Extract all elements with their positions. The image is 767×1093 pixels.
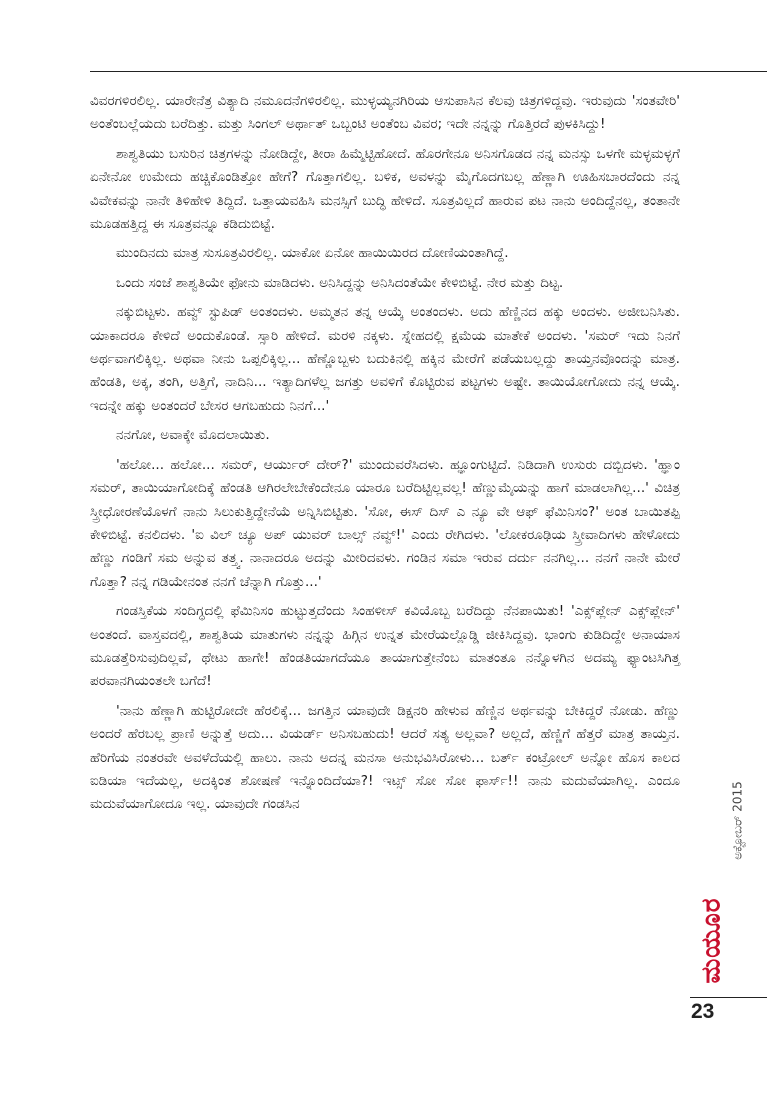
magazine-logo <box>697 880 727 1000</box>
paragraph: 'ನಾನು ಹೆಣ್ಣಾಗಿ ಹುಟ್ಟಿರೋದೇ ಹೆರಲಿಕ್ಕೆ... ಜಗತ್ತಿನ ಯಾವುದೇ ಡಿಕ್ಷನರಿ ಹೇಳುವ ಹೆಣ್ಣಿನ ಅರ್ಥವನ್ನು ಬೇಕಿದ್ದರೆ ನೋಡು. ಹೆಣ್ಣು ಅಂದರೆ ಹೆರಬಲ್ಲ ಪ್ರಾಣಿ ಅನ್ನುತ್ತೆ ಅದು... ವಿಯರ್ಡ್ ಅನಿಸಬಹುದು! ಆದರೆ ಸತ್ಯ ಅಲ್ಲವಾ? ಅಲ್ಲದೆ, ಹೆಣ್ಣಿಗೆ ಹೆತ್ತರೆ ಮಾತ್ರ ತಾಯ್ತನ. ಹೆರಿಗೆಯ ನಂತರವೇ ಅವಳೆದೆಯಲ್ಲಿ ಹಾಲು. ನಾನು ಅದನ್ನ ಮನಸಾ ಅನುಭವಿಸಿರೋಳು... ಬರ್ತ್ ಕಂಟ್ರೋಲ್ ಅನ್ನೋ ಹೊಸ ಕಾಲದ ಐಡಿಯಾ ಇದೆಯಲ್ಲ, ಅದಕ್ಕಿಂತ ಶೋಷಣೆ ಇನ್ನೊಂದಿದೆಯಾ?! ಇಟ್ಸ್ ಸೋ ಸೋ ಫಾರ್ಸ್!! ನಾನು ಮದುವೆಯಾಗಿಲ್ಲ. ಎಂದೂ ಮದುವೆಯಾಗೋದೂ ಇಲ್ಲ. ಯಾವುದೇ ಗಂಡಸಿನ <box>90 702 680 813</box>
paragraph: ಮುಂದಿನದು ಮಾತ್ರ ಸುಸೂತ್ರವಿರಲಿಲ್ಲ. ಯಾಕೋ ಏನೋ ಹಾಯಿಯಿರದ ದೋಣಿಯಂತಾಗಿದ್ದೆ. <box>116 245 509 262</box>
paragraph: ನನಗೋ, ಅವಾಕ್ಕೇ ಮೊದಲಾಯಿತು. <box>116 427 270 444</box>
magazine-logo-text: ಮಯೂರ <box>696 897 727 983</box>
issue-date <box>727 760 749 880</box>
paragraph: ಶಾಶ್ವತಿಯು ಬಸುರಿನ ಚಿತ್ರಗಳನ್ನು ನೋಡಿದ್ದೇ, ತೀರಾ ಹಿಮ್ಮೆಟ್ಟಿಹೋದೆ. ಹೊರಗೇನೂ ಅನಿಸಗೊಡದ ನನ್ನ ಮನಸ್ಸು ಒಳಗೇ ಮಳ್ಳಮಳ್ಳಗೆ ಏನೇನೋ ಉಮೇದು ಹಚ್ಚಿಕೊಂಡಿತ್ತೋ ಹೇಗೆ? ಗೊತ್ತಾಗಲಿಲ್ಲ. ಬಳಿಕ, ಅವಳನ್ನು ಮೈಗೊದಗಬಲ್ಲ ಹೆಣ್ಣಾಗಿ ಊಹಿಸಬಾರದೆಂದು ನನ್ನ ವಿವೇಕವನ್ನು ನಾನೇ ತಿಳಿಹೇಳಿ ತಿದ್ದಿದೆ. ಒತ್ತಾಯವಹಿಸಿ ಮನಸ್ಸಿಗೆ ಬುದ್ಧಿ ಹೇಳಿದೆ. ಸೂತ್ರವಿಲ್ಲದೆ ಹಾರುವ ಪಟ ನಾನು ಅಂದಿದ್ದೆನಲ್ಲ, ತಂತಾನೇ ಮೂಡಹತ್ತಿದ್ದ ಈ ಸೂತ್ರವನ್ನೂ ಕಡಿದುಬಿಟ್ಟೆ. <box>90 145 680 233</box>
top-rule <box>90 71 767 72</box>
paragraph: 'ಹಲೋ... ಹಲೋ... ಸಮರ್, ಆರ್ಯುರ್ ದೇರ್?' ಮುಂದುವರೆಸಿದಳು. ಹ್ಞೂಂಗುಟ್ಟಿದೆ. ನಿಡಿದಾಗಿ ಉಸುರು ದಬ್ಬಿದಳು. 'ಹ್ಞಾಂ ಸಮರ್, ತಾಯಿಯಾಗೋದಿಕ್ಕೆ ಹೆಂಡತಿ ಆಗಿರಲೇಬೇಕೆಂದೇನೂ ಯಾರೂ ಬರೆದಿಟ್ಟಿಲ್ಲವಲ್ಲ! ಹೆಣ್ಣುಮೈಯನ್ನು ಹಾಗೆ ಮಾಡಲಾಗಿಲ್ಲ...' ವಿಚಿತ್ರ ಸ್ತ್ರೀಧೋರಣೆಯೊಳಗೆ ನಾನು ಸಿಲುಕುತ್ತಿದ್ದೇನೆಯೆ ಅನ್ನಿಸಿಬಿಟ್ಟಿತು. 'ಸೋ, ಈಸ್ ದಿಸ್ ಎ ನ್ಯೂ ವೇ ಆಫ್ ಫೆಮಿನಿಸಂ?' ಅಂತ ಬಾಯಿತಪ್ಪಿ ಕೇಳಿಬಿಟ್ಟೆ. ಕನಲಿದಳು. 'ಐ ವಿಲ್ ಚ್ಯೂ ಅಪ್ ಯುವರ್ ಬಾಲ್ಸ್ ನವ್ವ್!' ಎಂದು ರೇಗಿದಳು. 'ಲೋಕರೂಢಿಯ ಸ್ತ್ರೀವಾದಿಗಳು ಹೇಳೋದು ಹೆಣ್ಣು ಗಂಡಿಗೆ ಸಮ ಅನ್ನುವ ತತ್ತ್ವ. ನಾನಾದರೂ ಅದನ್ನು ಮೀರಿದವಳು. ಗಂಡಿನ ಸಮಾ ಇರುವ ದರ್ದು ನನಗಿಲ್ಲ... ನನಗೆ ನಾನೇ ಮೇರೆ ಗೊತ್ತಾ? ನನ್ನ ಗಡಿಯೇನಂತ ನನಗೆ ಚೆನ್ನಾಗಿ ಗೊತ್ತು...' <box>90 456 680 590</box>
article-body <box>90 90 680 823</box>
page-number-rule <box>690 997 767 998</box>
page-number: 23 <box>691 1000 715 1023</box>
paragraph: ಒಂದು ಸಂಜೆ ಶಾಶ್ವತಿಯೇ ಫೋನು ಮಾಡಿದಳು. ಅನಿಸಿದ್ದನ್ನು ಅನಿಸಿದಂತೆಯೇ ಕೇಳಿಬಿಟ್ಟೆ. ನೇರ ಮತ್ತು ದಿಟ್ಟ. <box>116 274 564 291</box>
paragraph: ವಿವರಗಳಿರಲಿಲ್ಲ. ಯಾರೇನೆತ್ರ ವಿತ್ಯಾದಿ ನಮೂದನೆಗಳಿರಲಿಲ್ಲ. ಮುಳ್ಳಯ್ಯನಗಿರಿಯ ಆಸುಪಾಸಿನ ಕೆಲವು ಚಿತ್ರಗಳಿದ್ದವು. ಇರುವುದು 'ಸಂತವೇರಿ' ಅಂತೆಂಬಲ್ಲೆಯದು ಬರೆದಿತ್ತು. ಮತ್ತು ಸಿಂಗಲ್ ಅರ್ಥಾತ್ ಒಬ್ಬಂಟಿ ಅಂತೆಂಬ ವಿವರ; ಇದೇ ನನ್ನನ್ನು ಗೊತ್ತಿರದೆ ಪುಳಕಿಸಿದ್ದು! <box>90 93 680 133</box>
paragraph: ನಕ್ಕುಬಿಟ್ಟಳು. ಹವ್ವ್ ಸ್ಟುಪಿಡ್ ಅಂತಂದಳು. ಅಮ್ಮತನ ತನ್ನ ಆಯ್ಕೆ ಅಂತಂದಳು. ಅದು ಹೆಣ್ಣಿನದ ಹಕ್ಕು ಅಂದಳು. ಅಜೀಬನಿಸಿತು. ಯಾಕಾದರೂ ಕೇಳಿದೆ ಅಂದುಕೊಂಡೆ. ಸ್ಸಾರಿ ಹೇಳಿದೆ. ಮರಳಿ ನಕ್ಕಳು. ಸ್ನೇಹದಲ್ಲಿ ಕ್ಷಮೆಯ ಮಾತೇಕೆ ಅಂದಳು. 'ಸಮರ್ ಇದು ನಿನಗೆ ಅರ್ಥವಾಗಲಿಕ್ಕಿಲ್ಲ. ಅಥವಾ ನೀನು ಒಪ್ಪಲಿಕ್ಕಿಲ್ಲ... ಹೆಣ್ಣೊಬ್ಬಳು ಬದುಕಿನಲ್ಲಿ ಹಕ್ಕಿನ ಮೇರೆಗೆ ಪಡೆಯಬಲ್ಲದ್ದು ತಾಯ್ತನವೊಂದನ್ನು ಮಾತ್ರ. ಹೆಂಡತಿ, ಅಕ್ಕ, ತಂಗಿ, ಅತ್ತಿಗೆ, ನಾದಿನಿ... ಇತ್ಯಾದಿಗಳೆಲ್ಲ ಜಗತ್ತು ಅವಳಿಗೆ ಕೊಟ್ಟಿರುವ ಪಟ್ಟಗಳು ಅಷ್ಟೇ. ತಾಯಿಯೋಗೋದು ನನ್ನ ಆಯ್ಕೆ. ಇದನ್ನೇ ಹಕ್ಕು ಅಂತಂದರೆ ಬೇಸರ ಆಗಬಹುದು ನಿನಗೆ...' <box>90 304 680 414</box>
paragraph: ಗಂಡಸ್ತಿಕೆಯ ಸಂದಿಗ್ಧದಲ್ಲಿ ಫೆಮಿನಿಸಂ ಹುಟ್ಟುತ್ತದೆಂದು ಸಿಂಹಳೀಸ್ ಕವಿಯೊಬ್ಬ ಬರೆದಿದ್ದು ನೆನಪಾಯಿತು! 'ಎಕ್ಸ್‌ಪ್ಲೇನ್ ಎಕ್ಸ್‌ಪ್ಲೇನ್' ಅಂತಂದೆ. ವಾಸ್ತವದಲ್ಲಿ, ಶಾಶ್ವತಿಯ ಮಾತುಗಳು ನನ್ನನ್ನು ಹಿಗ್ಗಿನ ಉನ್ನತ ಮೇರೆಯಲ್ಲೊಡ್ಡಿ ಜೀಕಿಸಿದ್ದವು. ಭಾಂಗು ಕುಡಿದಿದ್ದೇ ಅನಾಯಾಸ ಮೂಡತ್ತೆರಿಸುವುದಿಲ್ಲವೆ, ಥೇಟು ಹಾಗೇ! ಹೆಂಡತಿಯಾಗದೆಯೂ ತಾಯಾಗುತ್ತೇನೆಂಬ ಮಾತಂತೂ ನನ್ನೊಳಗಿನ ಅದಮ್ಯ ಫ್ಯಾಂಟಸಿಗಿತ್ತ ಪರವಾನಗಿಯಂತಲೇ ಬಗೆದೆ! <box>90 603 680 690</box>
issue-date-label: ಅಕ್ಟೋಬರ್ 2015 <box>730 780 745 860</box>
